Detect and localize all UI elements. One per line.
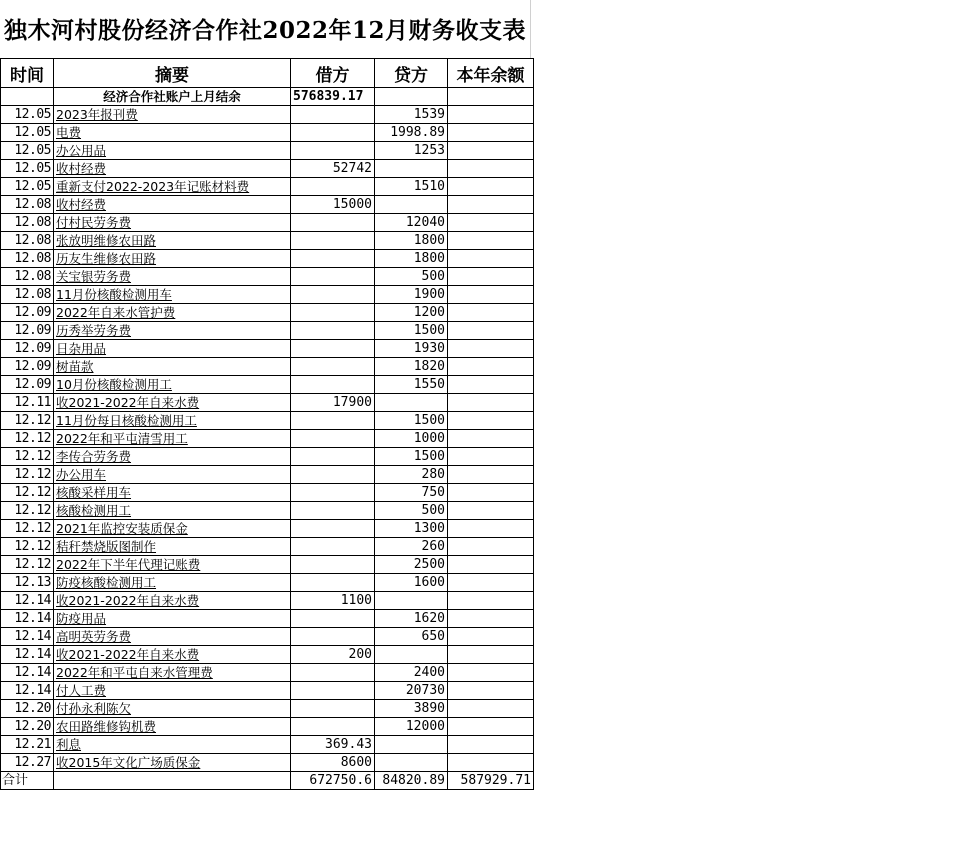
row-credit: 500 [375,502,448,520]
row-date: 12.12 [1,520,54,538]
total-label: 合计 [1,772,54,790]
carry-over-summary: 经济合作社账户上月结余 [54,88,291,106]
row-balance [448,718,534,736]
row-balance [448,394,534,412]
row-balance [448,628,534,646]
table-row [1,592,534,610]
table-row [1,286,534,304]
row-balance [448,178,534,196]
row-debit [291,142,375,160]
total-row [1,772,534,790]
row-credit: 1998.89 [375,124,448,142]
row-description: 高明英劳务费 [54,628,291,646]
row-balance [448,142,534,160]
row-debit [291,214,375,232]
row-debit [291,664,375,682]
row-date: 12.11 [1,394,54,412]
row-debit [291,232,375,250]
table-row [1,502,534,520]
row-date: 12.12 [1,448,54,466]
table-row [1,340,534,358]
row-description: 防疫用品 [54,610,291,628]
row-balance [448,160,534,178]
row-debit: 15000 [291,196,375,214]
row-description: 利息 [54,736,291,754]
row-description: 李传合劳务费 [54,448,291,466]
row-description: 历友生维修农田路 [54,250,291,268]
table-row [1,556,534,574]
row-description: 付村民劳务费 [54,214,291,232]
row-credit: 750 [375,484,448,502]
row-description: 10月份核酸检测用工 [54,376,291,394]
row-description: 11月份每日核酸检测用工 [54,412,291,430]
row-balance [448,340,534,358]
row-credit: 500 [375,268,448,286]
row-debit: 52742 [291,160,375,178]
row-credit [375,646,448,664]
row-balance [448,646,534,664]
row-credit [375,736,448,754]
row-date: 12.08 [1,286,54,304]
row-description: 历秀举劳务费 [54,322,291,340]
row-credit: 1600 [375,574,448,592]
row-date: 12.14 [1,610,54,628]
total-debit: 672750.6 [291,772,375,790]
row-balance [448,358,534,376]
row-debit: 369.43 [291,736,375,754]
row-description: 收村经费 [54,160,291,178]
row-description: 核酸采样用车 [54,484,291,502]
row-date: 12.08 [1,214,54,232]
row-balance [448,124,534,142]
row-balance [448,232,534,250]
row-debit [291,628,375,646]
row-date: 12.14 [1,628,54,646]
row-description: 秸秆禁烧版图制作 [54,538,291,556]
row-balance [448,322,534,340]
table-row [1,430,534,448]
row-balance [448,430,534,448]
total-summary [54,772,291,790]
row-date: 12.09 [1,376,54,394]
row-date: 12.13 [1,574,54,592]
row-balance [448,574,534,592]
row-credit: 1300 [375,520,448,538]
row-balance [448,196,534,214]
row-balance [448,376,534,394]
row-credit: 3890 [375,700,448,718]
row-balance [448,610,534,628]
carry-over-balance [448,88,534,106]
row-balance [448,250,534,268]
row-balance [448,556,534,574]
row-debit: 1100 [291,592,375,610]
row-balance [448,592,534,610]
row-debit [291,682,375,700]
row-balance [448,664,534,682]
row-debit [291,718,375,736]
row-credit [375,160,448,178]
row-date: 12.08 [1,250,54,268]
row-date: 12.08 [1,268,54,286]
row-date: 12.12 [1,430,54,448]
row-date: 12.05 [1,178,54,196]
row-debit [291,376,375,394]
table-row [1,322,534,340]
table-row [1,106,534,124]
row-debit [291,304,375,322]
row-description: 张放明维修农田路 [54,232,291,250]
table-row [1,538,534,556]
row-debit [291,430,375,448]
row-description: 防疫核酸检测用工 [54,574,291,592]
row-description: 收村经费 [54,196,291,214]
table-row [1,484,534,502]
table-row [1,268,534,286]
row-credit: 1500 [375,412,448,430]
row-date: 12.12 [1,502,54,520]
row-debit [291,106,375,124]
row-debit [291,268,375,286]
row-credit [375,754,448,772]
row-credit: 1550 [375,376,448,394]
row-description: 收2021-2022年自来水费 [54,394,291,412]
header-debit: 借方 [291,59,375,88]
row-description: 2022年和平屯自来水管理费 [54,664,291,682]
row-description: 日杂用品 [54,340,291,358]
row-credit: 20730 [375,682,448,700]
table-row [1,160,534,178]
row-credit: 1820 [375,358,448,376]
row-credit: 1900 [375,286,448,304]
row-date: 12.08 [1,196,54,214]
table-row [1,574,534,592]
row-date: 12.27 [1,754,54,772]
carry-over-debit: 576839.17 [291,88,375,106]
table-row [1,394,534,412]
row-credit: 1500 [375,322,448,340]
row-description: 农田路维修钩机费 [54,718,291,736]
table-row [1,376,534,394]
row-debit [291,538,375,556]
row-date: 12.05 [1,106,54,124]
row-credit: 1620 [375,610,448,628]
row-balance [448,466,534,484]
table-row [1,754,534,772]
row-description: 办公用车 [54,466,291,484]
row-credit: 1253 [375,142,448,160]
table-row [1,520,534,538]
row-description: 收2015年文化广场质保金 [54,754,291,772]
row-balance [448,214,534,232]
row-credit [375,394,448,412]
row-credit: 2500 [375,556,448,574]
table-row [1,250,534,268]
row-debit: 200 [291,646,375,664]
row-debit: 8600 [291,754,375,772]
row-date: 12.12 [1,556,54,574]
row-debit [291,556,375,574]
table-row [1,718,534,736]
row-credit: 1510 [375,178,448,196]
row-debit [291,286,375,304]
row-date: 12.14 [1,646,54,664]
row-description: 关宝银劳务费 [54,268,291,286]
carry-over-credit [375,88,448,106]
row-debit [291,178,375,196]
row-balance [448,700,534,718]
row-date: 12.05 [1,160,54,178]
row-description: 核酸检测用工 [54,502,291,520]
row-credit: 1800 [375,232,448,250]
table-row [1,466,534,484]
table-row [1,412,534,430]
row-debit [291,358,375,376]
row-balance [448,754,534,772]
total-balance: 587929.71 [448,772,534,790]
table-row [1,448,534,466]
ledger-table [0,58,534,790]
row-date: 12.09 [1,304,54,322]
row-description: 2021年监控安装质保金 [54,520,291,538]
sheet-title: 独木河村股份经济合作社2022年12月财务收支表 [0,0,531,58]
header-row [1,59,534,88]
row-balance [448,484,534,502]
row-description: 2022年和平屯清雪用工 [54,430,291,448]
row-credit: 280 [375,466,448,484]
table-row [1,628,534,646]
table-row [1,700,534,718]
table-row [1,682,534,700]
row-description: 收2021-2022年自来水费 [54,646,291,664]
row-debit [291,700,375,718]
row-description: 电费 [54,124,291,142]
table-row [1,736,534,754]
row-debit [291,448,375,466]
row-date: 12.21 [1,736,54,754]
table-row [1,142,534,160]
row-description: 2023年报刊费 [54,106,291,124]
row-credit: 12040 [375,214,448,232]
row-credit: 1930 [375,340,448,358]
row-date: 12.05 [1,142,54,160]
row-description: 付人工费 [54,682,291,700]
row-date: 12.20 [1,718,54,736]
header-credit: 贷方 [375,59,448,88]
row-description: 重新支付2022-2023年记账材料费 [54,178,291,196]
row-credit: 1539 [375,106,448,124]
table-row [1,196,534,214]
row-debit [291,340,375,358]
row-date: 12.12 [1,412,54,430]
row-credit: 12000 [375,718,448,736]
table-row [1,232,534,250]
row-credit: 2400 [375,664,448,682]
row-date: 12.14 [1,664,54,682]
row-debit [291,610,375,628]
row-description: 收2021-2022年自来水费 [54,592,291,610]
table-row [1,304,534,322]
table-row [1,124,534,142]
row-credit: 1500 [375,448,448,466]
row-description: 树苗款 [54,358,291,376]
row-debit [291,502,375,520]
row-date: 12.12 [1,466,54,484]
row-date: 12.12 [1,484,54,502]
row-date: 12.09 [1,358,54,376]
row-debit [291,466,375,484]
row-date: 12.05 [1,124,54,142]
header-time: 时间 [1,59,54,88]
row-balance [448,448,534,466]
row-date: 12.12 [1,538,54,556]
row-description: 付孙永利陈欠 [54,700,291,718]
row-balance [448,538,534,556]
header-summary: 摘要 [54,59,291,88]
table-row [1,178,534,196]
row-balance [448,520,534,538]
row-balance [448,682,534,700]
row-description: 办公用品 [54,142,291,160]
carry-over-row [1,88,534,106]
row-debit [291,520,375,538]
row-debit [291,124,375,142]
row-credit: 1200 [375,304,448,322]
row-balance [448,268,534,286]
row-credit: 260 [375,538,448,556]
row-date: 12.20 [1,700,54,718]
row-balance [448,736,534,754]
table-row [1,646,534,664]
row-credit [375,592,448,610]
row-debit: 17900 [291,394,375,412]
row-debit [291,484,375,502]
row-credit: 1000 [375,430,448,448]
carry-over-date [1,88,54,106]
row-date: 12.08 [1,232,54,250]
row-description: 2022年下半年代理记账费 [54,556,291,574]
row-debit [291,412,375,430]
row-debit [291,250,375,268]
header-balance: 本年余额 [448,59,534,88]
row-balance [448,106,534,124]
table-row [1,358,534,376]
row-date: 12.14 [1,682,54,700]
row-description: 2022年自来水管护费 [54,304,291,322]
row-description: 11月份核酸检测用车 [54,286,291,304]
row-date: 12.14 [1,592,54,610]
row-date: 12.09 [1,340,54,358]
row-credit: 650 [375,628,448,646]
row-credit: 1800 [375,250,448,268]
row-balance [448,304,534,322]
row-credit [375,196,448,214]
table-row [1,664,534,682]
total-credit: 84820.89 [375,772,448,790]
row-balance [448,502,534,520]
row-balance [448,412,534,430]
table-row [1,214,534,232]
row-debit [291,322,375,340]
row-debit [291,574,375,592]
row-balance [448,286,534,304]
table-row [1,610,534,628]
row-date: 12.09 [1,322,54,340]
